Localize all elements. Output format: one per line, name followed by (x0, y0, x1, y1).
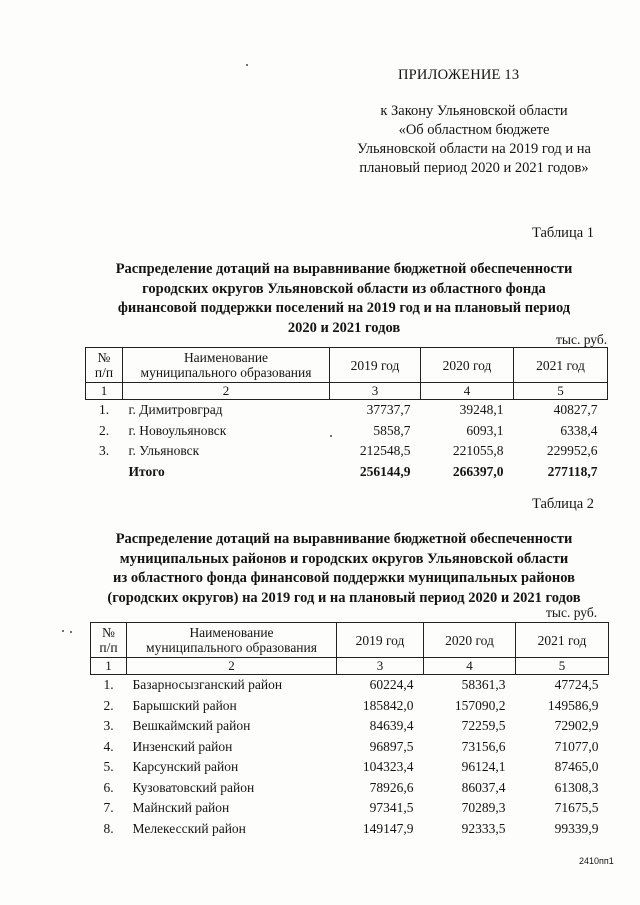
total-value-2021: 277118,7 (547, 463, 598, 479)
table-row (86, 400, 608, 421)
table1-label: Таблица 1 (532, 225, 595, 241)
column-number: 3 (330, 383, 421, 400)
row-value-2019: 78926,6 (369, 779, 414, 795)
table2-heading-line: (городских округов) на 2019 год и на плановый период 2020 и 2021 годов (107, 589, 581, 606)
table-row (91, 675, 609, 696)
row-name: Майнский район (132, 800, 230, 816)
table-row (86, 421, 608, 442)
table2-col-num-header (91, 623, 127, 658)
row-value-2020: 6093,1 (466, 422, 504, 438)
row-value-2020: 58361,3 (461, 677, 506, 693)
table1 (85, 347, 608, 482)
row-value-2019: 60224,4 (369, 677, 414, 693)
row-value-2019: 96897,5 (369, 738, 414, 754)
row-name: Карсунский район (132, 759, 239, 775)
row-value-2020: 86037,4 (461, 779, 506, 795)
table2-heading-line: Распределение дотаций на выравнивание бюджетной обеспеченности (115, 531, 573, 547)
row-number: 1. (98, 402, 110, 418)
total-label: Итого (128, 463, 165, 479)
page-code: 2410пп1 (579, 856, 614, 866)
scan-speck (70, 631, 72, 633)
table1-col-2019-header: 2019 год (330, 348, 421, 383)
column-number: 1 (86, 383, 123, 400)
row-name: Кузоватовский район (132, 779, 255, 795)
column-number: 4 (424, 658, 516, 675)
row-value-2019: 37737,7 (366, 402, 411, 418)
row-value-2021: 229952,6 (546, 443, 598, 459)
row-value-2019: 84639,4 (369, 718, 414, 734)
row-number: 2. (103, 697, 114, 713)
row-number: 6. (103, 779, 114, 795)
law-reference-line: Ульяновской области на 2019 год и на (357, 141, 591, 157)
row-value-2021: 71077,0 (554, 738, 599, 754)
law-reference (330, 102, 618, 178)
column-number: 2 (123, 383, 330, 400)
col-name-header-text: Наименование муниципального образования (146, 625, 317, 655)
table-row (91, 819, 609, 840)
table-row (86, 441, 608, 462)
table1-heading-line: финансовой поддержки поселений на 2019 год и на плановый период (117, 300, 571, 316)
appendix-title: ПРИЛОЖЕНИЕ 13 (398, 67, 520, 83)
row-value-2019: 185842,0 (362, 697, 414, 713)
table1-col-2020-header: 2020 год (421, 348, 514, 383)
law-reference-line: «Об областном бюджете (398, 122, 550, 138)
table1-heading-line: городских округов Ульяновской области из областного фонда (142, 280, 546, 297)
row-name: г. Ульяновск (128, 443, 200, 459)
total-value-2019: 256144,9 (359, 463, 411, 479)
row-value-2021: 47724,5 (554, 677, 599, 693)
table2 (90, 622, 609, 839)
row-value-2020: 157090,2 (454, 697, 506, 713)
table1-heading-line: 2020 и 2021 годов (287, 319, 401, 336)
scan-speck (330, 435, 332, 437)
table1-column-numbers-row (86, 383, 608, 400)
table2-heading-line: муниципальных районов и городских округов Ульяновской области (119, 550, 569, 567)
row-number: 8. (103, 820, 114, 836)
total-spacer (86, 462, 123, 482)
total-value-2020: 266397,0 (452, 463, 504, 479)
table-row (91, 716, 609, 737)
table2-col-2019-header: 2019 год (337, 623, 424, 658)
col-num-header-text: № п/п (94, 350, 114, 380)
row-value-2020: 39248,1 (459, 402, 504, 418)
table2-header-row (91, 623, 609, 658)
law-reference-line: к Закону Ульяновской области (380, 103, 568, 119)
col-name-header-text: Наименование муниципального образования (140, 350, 312, 380)
row-number: 1. (103, 677, 114, 693)
row-value-2021: 40827,7 (553, 402, 598, 418)
row-number: 2. (98, 422, 110, 438)
row-name: Мелекесский район (132, 820, 246, 836)
table2-col-name-header (127, 623, 337, 658)
column-number: 1 (91, 658, 127, 675)
table-row (91, 737, 609, 758)
row-number: 3. (98, 443, 110, 459)
column-number: 5 (514, 383, 608, 400)
row-value-2021: 61308,3 (554, 779, 599, 795)
row-value-2019: 149147,9 (362, 820, 414, 836)
table-row (91, 778, 609, 799)
table2-col-2020-header: 2020 год (424, 623, 516, 658)
scan-speck (246, 64, 248, 66)
table1-header-row (86, 348, 608, 383)
row-value-2020: 70289,3 (461, 800, 506, 816)
row-value-2020: 96124,1 (461, 759, 506, 775)
table-row (91, 696, 609, 717)
row-value-2019: 5858,7 (373, 422, 411, 438)
row-name: г. Новоульяновск (128, 422, 227, 438)
table1-units: тыс. руб. (556, 332, 608, 347)
column-number: 5 (516, 658, 609, 675)
table2-column-numbers-row (91, 658, 609, 675)
column-number: 2 (127, 658, 337, 675)
row-name: г. Димитровград (128, 402, 223, 418)
row-value-2021: 6338,4 (560, 422, 598, 438)
table1-col-2021-header: 2021 год (514, 348, 608, 383)
row-value-2020: 92333,5 (461, 820, 506, 836)
col-num-header-text: № п/п (99, 625, 118, 655)
law-reference-line: плановый период 2020 и 2021 годов» (359, 160, 589, 176)
scan-speck (62, 630, 64, 632)
table2-label: Таблица 2 (532, 496, 595, 512)
row-value-2020: 221055,8 (452, 443, 504, 459)
table2-heading-line: из областного фонда финансовой поддержки муниципальных районов (113, 570, 575, 586)
column-number: 4 (421, 383, 514, 400)
table2-heading (70, 530, 618, 608)
row-value-2021: 149586,9 (547, 697, 599, 713)
row-number: 4. (103, 738, 114, 754)
table1-heading-line: Распределение дотаций на выравнивание бюджетной обеспеченности (115, 261, 573, 277)
table1-total-row (86, 462, 608, 482)
table1-col-num-header (86, 348, 123, 383)
row-name: Вешкаймский район (132, 718, 251, 734)
row-number: 3. (103, 718, 114, 734)
row-value-2021: 87465,0 (554, 759, 599, 775)
table1-heading (70, 260, 618, 338)
table2-col-2021-header: 2021 год (516, 623, 609, 658)
row-value-2019: 212548,5 (359, 443, 411, 459)
table-row (91, 757, 609, 778)
row-value-2020: 73156,6 (461, 738, 506, 754)
row-value-2019: 104323,4 (362, 759, 414, 775)
row-value-2019: 97341,5 (369, 800, 414, 816)
table-row (91, 798, 609, 819)
table2-units: тыс. руб. (546, 605, 598, 620)
table1-col-name-header (123, 348, 330, 383)
row-value-2021: 72902,9 (554, 718, 599, 734)
row-value-2021: 99339,9 (554, 820, 599, 836)
row-name: Барышский район (132, 697, 237, 713)
row-name: Инзенский район (132, 738, 233, 754)
row-number: 5. (103, 759, 114, 775)
column-number: 3 (337, 658, 424, 675)
row-value-2020: 72259,5 (461, 718, 506, 734)
row-name: Базарносызганский район (132, 677, 283, 693)
row-number: 7. (103, 800, 114, 816)
row-value-2021: 71675,5 (554, 800, 599, 816)
